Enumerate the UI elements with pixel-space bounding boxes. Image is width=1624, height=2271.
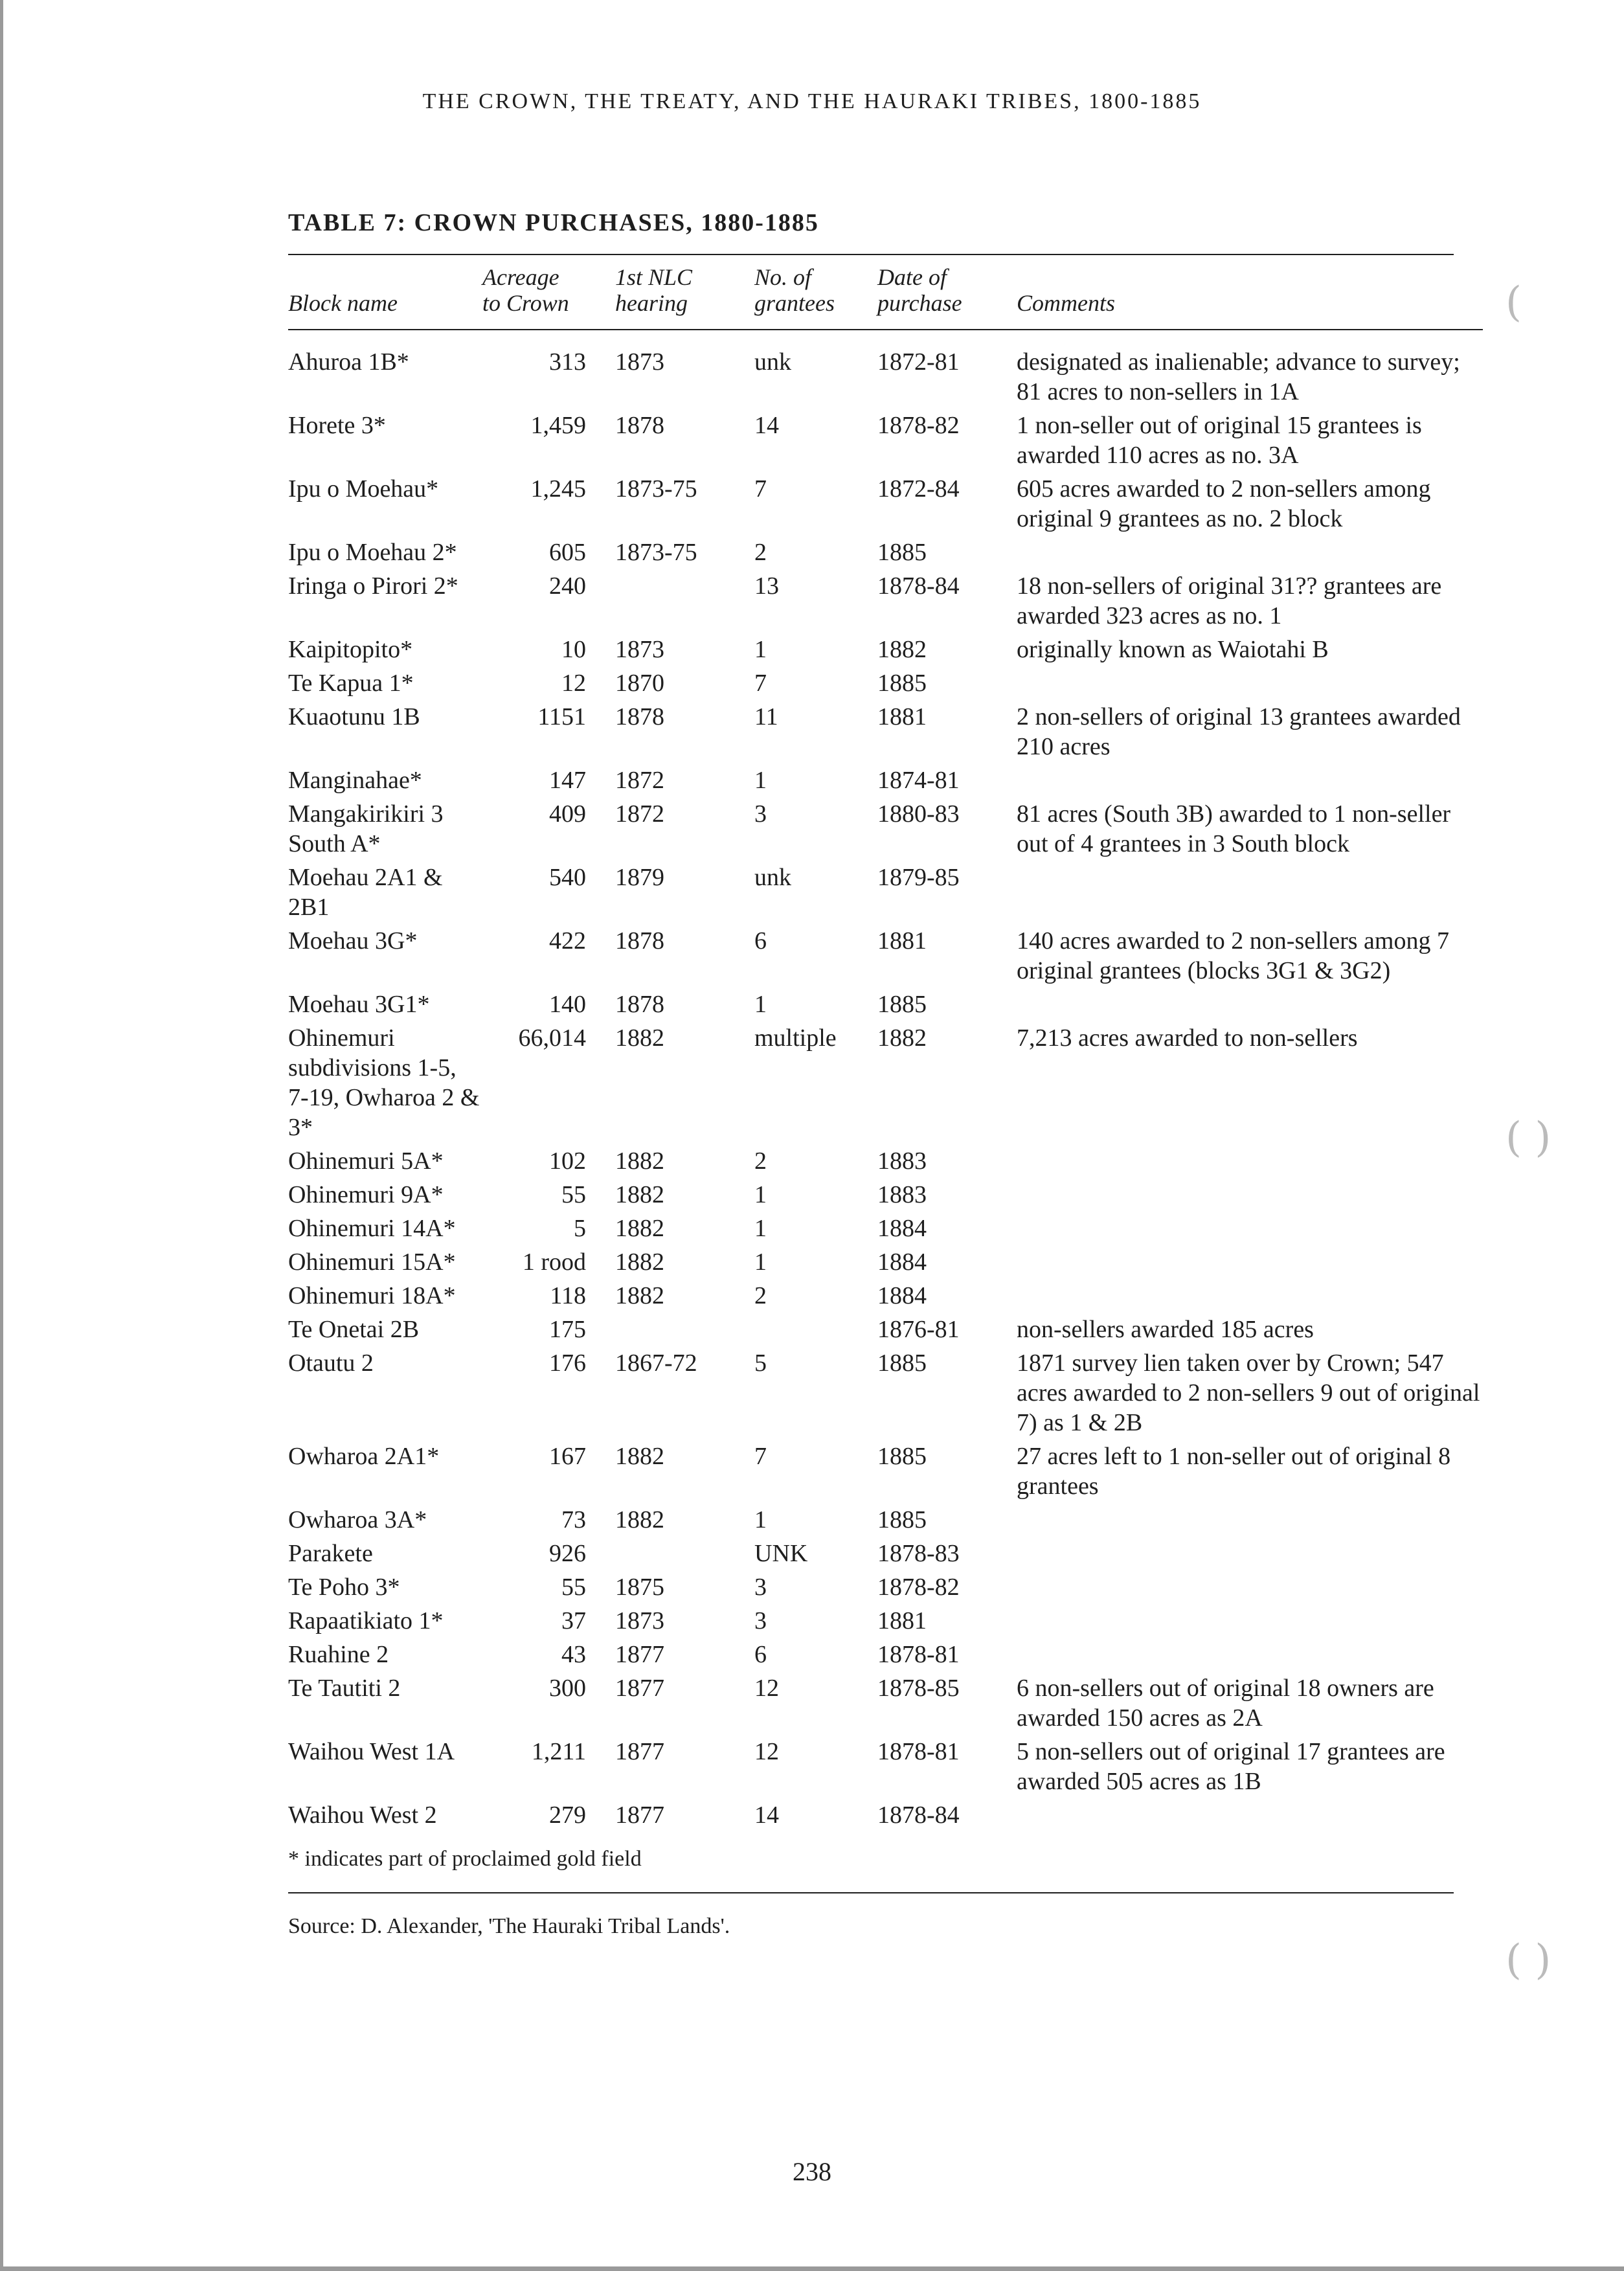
cell-comments: designated as inalienable; advance to survey; 81 acres to non-sellers in 1A — [1017, 348, 1460, 405]
cell-date: 1884 — [877, 1282, 927, 1309]
cell-hearing: 1872 — [615, 800, 664, 828]
cell-date: 1883 — [877, 1147, 927, 1175]
cell-acreage: 66,014 — [518, 1024, 586, 1052]
table-row — [288, 1438, 1483, 1501]
cell-grantees: 3 — [754, 1607, 767, 1634]
cell-hearing: 1882 — [615, 1248, 664, 1276]
cell-date: 1878-82 — [877, 412, 960, 439]
cell-name: Parakete — [288, 1540, 373, 1567]
footnote: * indicates part of proclaimed gold field — [288, 1847, 642, 1871]
cell-comments — [1017, 664, 1483, 698]
cell-grantees: 12 — [754, 1738, 779, 1765]
cell-name: Moehau 3G* — [288, 927, 418, 955]
table-row — [288, 795, 1483, 859]
cell-grantees: 14 — [754, 1802, 779, 1829]
cell-name: Waihou West 1A — [288, 1738, 455, 1765]
cell-grantees: 14 — [754, 412, 779, 439]
cell-comments: 27 acres left to 1 non-seller out of original 8 grantees — [1017, 1443, 1451, 1500]
table-row — [288, 567, 1483, 631]
header-grantees: No. of grantees — [754, 260, 877, 330]
cell-acreage: 73 — [561, 1506, 586, 1533]
cell-grantees: 11 — [754, 703, 778, 730]
cell-name: Ohinemuri subdivisions 1-5, 7-19, Owharoa 2 & 3* — [288, 1024, 480, 1141]
cell-acreage: 140 — [549, 991, 586, 1018]
cell-acreage: 10 — [561, 636, 586, 663]
cell-grantees: unk — [754, 864, 791, 891]
table-title: TABLE 7: CROWN PURCHASES, 1880-1885 — [288, 209, 819, 236]
cell-acreage: 279 — [549, 1802, 586, 1829]
cell-name: Ipu o Moehau 2* — [288, 539, 457, 566]
cell-name: Moehau 3G1* — [288, 991, 430, 1018]
header-date: Date of purchase — [877, 260, 1017, 330]
table-row — [288, 1568, 1483, 1602]
cell-name: Te Kapua 1* — [288, 670, 414, 697]
cell-hearing: 1882 — [615, 1506, 664, 1533]
cell-date: 1881 — [877, 927, 927, 955]
table-row — [288, 1176, 1483, 1210]
table-row — [288, 1733, 1483, 1796]
cell-comments: non-sellers awarded 185 acres — [1017, 1316, 1314, 1343]
cell-date: 1884 — [877, 1215, 927, 1242]
cell-hearing: 1875 — [615, 1574, 664, 1601]
cell-name: Owharoa 3A* — [288, 1506, 427, 1533]
cell-hearing: 1882 — [615, 1024, 664, 1052]
cell-name: Mangakirikiri 3 South A* — [288, 800, 444, 857]
table-row — [288, 470, 1483, 534]
cell-grantees: unk — [754, 348, 791, 376]
running-head: THE CROWN, THE TREATY, AND THE HAURAKI TRIBES, 1800-1885 — [422, 89, 1202, 113]
cell-hearing: 1873 — [615, 1607, 664, 1634]
cell-name: Ohinemuri 18A* — [288, 1282, 456, 1309]
table-row — [288, 1669, 1483, 1733]
header-block-name: Block name — [288, 260, 482, 330]
table-row — [288, 1019, 1483, 1142]
cell-grantees: 2 — [754, 1147, 767, 1175]
cell-name: Te Tautiti 2 — [288, 1675, 401, 1702]
crown-purchases-table — [288, 260, 1483, 1890]
cell-hearing: 1877 — [615, 1641, 664, 1668]
cell-hearing: 1877 — [615, 1738, 664, 1765]
cell-hearing: 1878 — [615, 991, 664, 1018]
cell-hearing: 1873 — [615, 348, 664, 376]
cell-acreage: 1151 — [537, 703, 586, 730]
margin-bracket-mark: ( ) — [1506, 1936, 1551, 1984]
cell-name: Te Poho 3* — [288, 1574, 400, 1601]
table-row — [288, 1344, 1483, 1438]
table-top-rule — [288, 254, 1454, 255]
cell-comments: 81 acres (South 3B) awarded to 1 non-seller out of 4 grantees in 3 South block — [1017, 800, 1451, 857]
cell-acreage: 605 — [549, 539, 586, 566]
cell-comments: 140 acres awarded to 2 non-sellers among 7 original grantees (blocks 3G1 & 3G2) — [1017, 927, 1449, 984]
header-nlc-hearing: 1st NLC hearing — [586, 260, 754, 330]
table-row — [288, 1243, 1483, 1277]
table-bottom-rule — [288, 1892, 1454, 1893]
table-row — [288, 664, 1483, 698]
cell-hearing — [586, 1311, 754, 1344]
cell-grantees: 7 — [754, 475, 767, 503]
table-row — [288, 1210, 1483, 1243]
cell-acreage: 176 — [549, 1350, 586, 1377]
cell-acreage: 300 — [549, 1675, 586, 1702]
cell-date: 1878-81 — [877, 1738, 960, 1765]
cell-acreage: 1,459 — [530, 412, 586, 439]
cell-grantees: 1 — [754, 1506, 767, 1533]
cell-grantees: 6 — [754, 1641, 767, 1668]
cell-acreage: 167 — [549, 1443, 586, 1470]
cell-date: 1878-81 — [877, 1641, 960, 1668]
cell-date: 1881 — [877, 703, 927, 730]
cell-date: 1878-84 — [877, 1802, 960, 1829]
cell-comments — [1017, 1243, 1483, 1277]
cell-grantees: UNK — [754, 1540, 808, 1567]
table-header-row — [288, 260, 1483, 330]
cell-hearing: 1878 — [615, 703, 664, 730]
cell-date: 1878-82 — [877, 1574, 960, 1601]
cell-comments: originally known as Waiotahi B — [1017, 636, 1329, 663]
cell-acreage: 313 — [549, 348, 586, 376]
cell-acreage: 540 — [549, 864, 586, 891]
cell-date: 1885 — [877, 991, 927, 1018]
cell-acreage: 1 rood — [522, 1248, 586, 1276]
cell-name: Manginahae* — [288, 767, 422, 794]
cell-comments — [1017, 1535, 1483, 1568]
cell-comments: 1 non-seller out of original 15 grantees is awarded 110 acres as no. 3A — [1017, 412, 1422, 469]
cell-comments — [1017, 1142, 1483, 1176]
cell-comments — [1017, 534, 1483, 567]
cell-comments: 2 non-sellers of original 13 grantees awarded 210 acres — [1017, 703, 1461, 760]
cell-name: Kuaotunu 1B — [288, 703, 420, 730]
cell-acreage: 55 — [561, 1181, 586, 1208]
table-row — [288, 1636, 1483, 1669]
cell-date: 1885 — [877, 1506, 927, 1533]
table-row — [288, 1142, 1483, 1176]
cell-hearing: 1873 — [615, 636, 664, 663]
table-row — [288, 762, 1483, 795]
cell-date: 1878-83 — [877, 1540, 960, 1567]
cell-grantees: 12 — [754, 1675, 779, 1702]
cell-hearing: 1870 — [615, 670, 664, 697]
cell-name: Owharoa 2A1* — [288, 1443, 440, 1470]
cell-comments — [1017, 1796, 1483, 1830]
cell-name: Ohinemuri 9A* — [288, 1181, 444, 1208]
cell-acreage: 43 — [561, 1641, 586, 1668]
cell-date: 1882 — [877, 636, 927, 663]
cell-comments — [1017, 1210, 1483, 1243]
cell-date: 1883 — [877, 1181, 927, 1208]
cell-name: Ohinemuri 15A* — [288, 1248, 456, 1276]
cell-hearing: 1882 — [615, 1147, 664, 1175]
cell-name: Ohinemuri 5A* — [288, 1147, 444, 1175]
cell-grantees: 1 — [754, 636, 767, 663]
table-row — [288, 1277, 1483, 1311]
source-note: Source: D. Alexander, 'The Hauraki Tribal Lands'. — [288, 1914, 730, 1938]
cell-hearing: 1878 — [615, 412, 664, 439]
table-row — [288, 859, 1483, 922]
cell-name: Iringa o Pirori 2* — [288, 572, 458, 600]
cell-name: Moehau 2A1 & 2B1 — [288, 864, 443, 921]
page-number: 238 — [793, 2157, 831, 2186]
cell-date: 1880-83 — [877, 800, 960, 828]
cell-hearing — [586, 1535, 754, 1568]
cell-grantees: 1 — [754, 767, 767, 794]
cell-name: Ruahine 2 — [288, 1641, 389, 1668]
cell-date: 1881 — [877, 1607, 927, 1634]
table-row — [288, 922, 1483, 986]
cell-date: 1885 — [877, 1443, 927, 1470]
cell-acreage: 102 — [549, 1147, 586, 1175]
table-row — [288, 407, 1483, 470]
cell-name: Horete 3* — [288, 412, 386, 439]
cell-grantees: 1 — [754, 1248, 767, 1276]
cell-acreage: 1,211 — [531, 1738, 586, 1765]
cell-hearing: 1877 — [615, 1675, 664, 1702]
cell-comments: 6 non-sellers out of original 18 owners are awarded 150 acres as 2A — [1017, 1675, 1434, 1732]
cell-name: Ohinemuri 14A* — [288, 1215, 456, 1242]
table-row — [288, 1501, 1483, 1535]
cell-date: 1878-85 — [877, 1675, 960, 1702]
cell-grantees: 7 — [754, 1443, 767, 1470]
cell-acreage: 175 — [549, 1316, 586, 1343]
table-row — [288, 1796, 1483, 1830]
cell-acreage: 55 — [561, 1574, 586, 1601]
cell-date: 1872-81 — [877, 348, 960, 376]
cell-grantees: 1 — [754, 1215, 767, 1242]
cell-acreage: 147 — [549, 767, 586, 794]
cell-acreage: 240 — [549, 572, 586, 600]
cell-grantees: 5 — [754, 1350, 767, 1377]
cell-grantees: 1 — [754, 991, 767, 1018]
cell-acreage: 1,245 — [530, 475, 586, 503]
cell-date: 1885 — [877, 1350, 927, 1377]
cell-hearing: 1872 — [615, 767, 664, 794]
header-comments: Comments — [1017, 260, 1483, 330]
cell-hearing: 1877 — [615, 1802, 664, 1829]
cell-comments: 7,213 acres awarded to non-sellers — [1017, 1024, 1358, 1052]
cell-date: 1884 — [877, 1248, 927, 1276]
cell-name: Rapaatikiato 1* — [288, 1607, 444, 1634]
cell-grantees: 1 — [754, 1181, 767, 1208]
cell-hearing: 1882 — [615, 1215, 664, 1242]
footnote-row — [288, 1830, 1483, 1890]
cell-comments: 1871 survey lien taken over by Crown; 547 acres awarded to 2 non-sellers 9 out of original 7) as 1 & 2B — [1017, 1350, 1480, 1436]
cell-comments — [1017, 1602, 1483, 1636]
cell-comments — [1017, 1176, 1483, 1210]
table-row — [288, 1602, 1483, 1636]
cell-comments — [1017, 1277, 1483, 1311]
cell-hearing: 1873-75 — [615, 539, 697, 566]
cell-name: Ipu o Moehau* — [288, 475, 439, 503]
cell-name: Kaipitopito* — [288, 636, 413, 663]
table-row — [288, 330, 1483, 407]
header-acreage: Acreage to Crown — [482, 260, 586, 330]
cell-hearing: 1873-75 — [615, 475, 697, 503]
cell-name: Te Onetai 2B — [288, 1316, 420, 1343]
cell-hearing: 1882 — [615, 1282, 664, 1309]
cell-acreage: 5 — [574, 1215, 586, 1242]
cell-date: 1879-85 — [877, 864, 960, 891]
cell-date: 1885 — [877, 670, 927, 697]
cell-hearing: 1867-72 — [615, 1350, 697, 1377]
margin-bracket-mark: ( — [1506, 278, 1522, 326]
cell-grantees: 2 — [754, 1282, 767, 1309]
table-row — [288, 631, 1483, 664]
table-row — [288, 698, 1483, 762]
cell-grantees: multiple — [754, 1024, 837, 1052]
cell-comments: 18 non-sellers of original 31?? grantees are awarded 323 acres as no. 1 — [1017, 572, 1442, 629]
table-row — [288, 1311, 1483, 1344]
cell-grantees: 3 — [754, 1574, 767, 1601]
cell-hearing — [586, 567, 754, 631]
cell-hearing: 1878 — [615, 927, 664, 955]
table-body — [288, 330, 1483, 1830]
cell-date: 1878-84 — [877, 572, 960, 600]
cell-hearing: 1882 — [615, 1443, 664, 1470]
cell-date: 1874-81 — [877, 767, 960, 794]
cell-acreage: 926 — [549, 1540, 586, 1567]
cell-date: 1885 — [877, 539, 927, 566]
cell-grantees: 13 — [754, 572, 779, 600]
cell-hearing: 1879 — [615, 864, 664, 891]
cell-comments — [1017, 1636, 1483, 1669]
cell-comments — [1017, 762, 1483, 795]
cell-comments: 605 acres awarded to 2 non-sellers among original 9 grantees as no. 2 block — [1017, 475, 1431, 532]
cell-comments — [1017, 1501, 1483, 1535]
cell-grantees: 2 — [754, 539, 767, 566]
cell-hearing: 1882 — [615, 1181, 664, 1208]
cell-name: Ahuroa 1B* — [288, 348, 409, 376]
cell-acreage: 37 — [561, 1607, 586, 1634]
cell-acreage: 422 — [549, 927, 586, 955]
scan-bottom-edge — [0, 2266, 1624, 2271]
margin-bracket-mark: ( ) — [1506, 1114, 1551, 1162]
cell-grantees: 6 — [754, 927, 767, 955]
cell-comments — [1017, 859, 1483, 922]
cell-date: 1872-84 — [877, 475, 960, 503]
cell-grantees: 3 — [754, 800, 767, 828]
cell-acreage: 409 — [549, 800, 586, 828]
scan-left-edge — [0, 0, 3, 2271]
cell-name: Otautu 2 — [288, 1350, 374, 1377]
table-row — [288, 986, 1483, 1019]
cell-grantees: 7 — [754, 670, 767, 697]
cell-grantees — [754, 1311, 877, 1344]
cell-acreage: 12 — [561, 670, 586, 697]
cell-acreage: 118 — [550, 1282, 586, 1309]
table-row — [288, 534, 1483, 567]
cell-date: 1882 — [877, 1024, 927, 1052]
cell-comments: 5 non-sellers out of original 17 grantees are awarded 505 acres as 1B — [1017, 1738, 1445, 1795]
cell-comments — [1017, 986, 1483, 1019]
cell-name: Waihou West 2 — [288, 1802, 437, 1829]
table-row — [288, 1535, 1483, 1568]
cell-comments — [1017, 1568, 1483, 1602]
cell-date: 1876-81 — [877, 1316, 960, 1343]
